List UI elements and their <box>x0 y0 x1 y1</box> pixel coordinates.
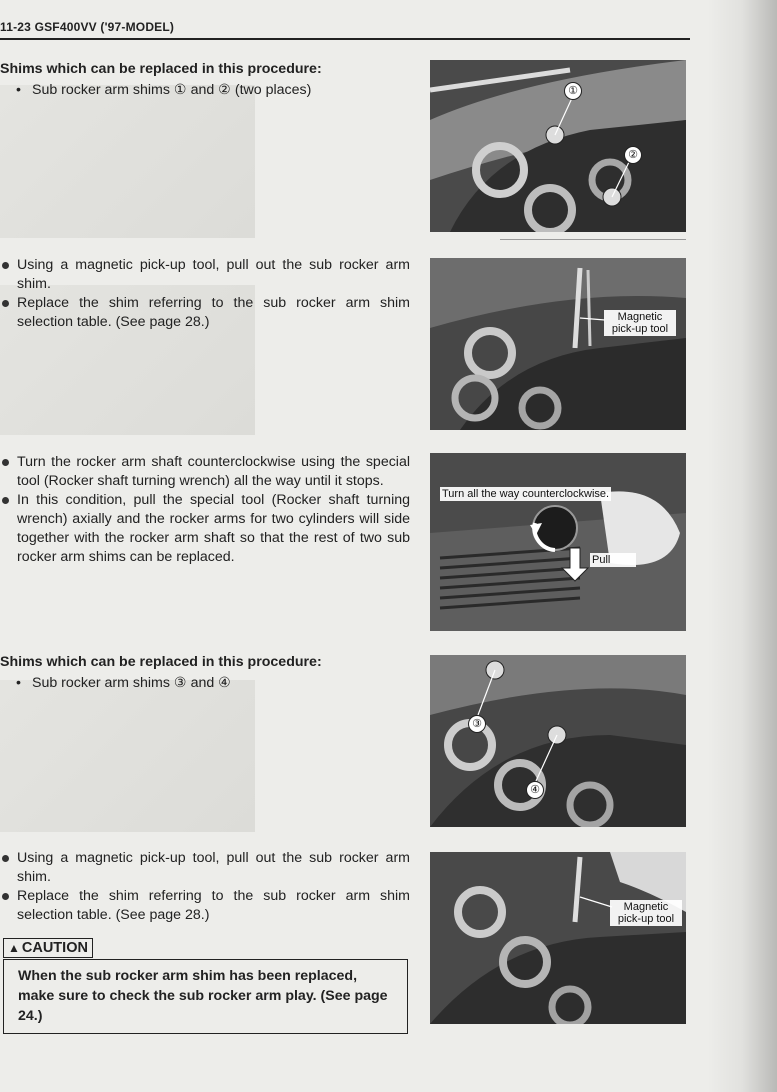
caution-label: ▲ CAUTION <box>3 938 93 958</box>
section-rocker-shaft-steps <box>0 453 410 567</box>
turn-counterclockwise-label: Turn all the way counterclockwise. <box>442 488 610 500</box>
engine-photo-shims-1-2 <box>430 60 686 232</box>
bleed-through-panel <box>0 85 255 238</box>
section-shims-1-2 <box>0 60 420 100</box>
callout-1: ① <box>564 82 582 100</box>
section-shims-3-4 <box>0 653 420 693</box>
page-header <box>0 16 690 40</box>
magnetic-pickup-tool-label: Magnetic pick-up tool <box>604 310 676 336</box>
engine-photo-shims-3-4 <box>430 655 686 827</box>
bleed-through-panel <box>0 680 255 832</box>
caution-text: When the sub rocker arm shim has been replaced, make sure to check the sub rocker arm play. (See page 24.) <box>3 959 408 1034</box>
callout-4: ④ <box>526 781 544 799</box>
section-pickup-steps-2 <box>0 849 410 925</box>
engine-photo-pickup-tool-2 <box>430 852 686 1024</box>
magnetic-pickup-tool-label: Magnetic pick-up tool <box>610 900 682 926</box>
pull-label: Pull <box>590 553 636 567</box>
step-item: Using a magnetic pick-up tool, pull out the sub rocker arm shim. <box>0 256 410 294</box>
step-item: Turn the rocker arm shaft counterclockwise using the special tool (Rocker shaft turning wrench) all the way until it stops. <box>0 453 410 491</box>
step-item: Replace the shim referring to the sub rocker arm shim selection table. (See page 28.) <box>0 887 410 925</box>
callout-2: ② <box>624 146 642 164</box>
page-header-text: 11-23 GSF400VV ('97-MODEL) <box>0 20 175 34</box>
section-pickup-steps-1 <box>0 256 410 332</box>
engine-photo-pickup-tool-1 <box>430 258 686 430</box>
step-item: Replace the shim referring to the sub rocker arm shim selection table. (See page 28.) <box>0 294 410 332</box>
shim-list-item: • Sub rocker arm shims ① and ② (two places) <box>0 81 420 100</box>
divider <box>500 239 686 240</box>
engine-photo-rocker-shaft-wrench <box>430 453 686 631</box>
section-heading: Shims which can be replaced in this procedure: <box>0 654 322 670</box>
caution-box <box>3 938 408 1034</box>
page-edge-shadow <box>707 0 777 1092</box>
callout-3: ③ <box>468 715 486 733</box>
shim-list-item: • Sub rocker arm shims ③ and ④ <box>0 674 420 693</box>
section-heading: Shims which can be replaced in this procedure: <box>0 61 322 77</box>
warning-triangle-icon: ▲ <box>8 941 20 955</box>
step-item: Using a magnetic pick-up tool, pull out the sub rocker arm shim. <box>0 849 410 887</box>
step-item: In this condition, pull the special tool (Rocker shaft turning wrench) axially and the rocker arms for two cylinders will side together with the rocker arm shaft so that the rest of two sub rocker arm shims can be replaced. <box>0 491 410 567</box>
